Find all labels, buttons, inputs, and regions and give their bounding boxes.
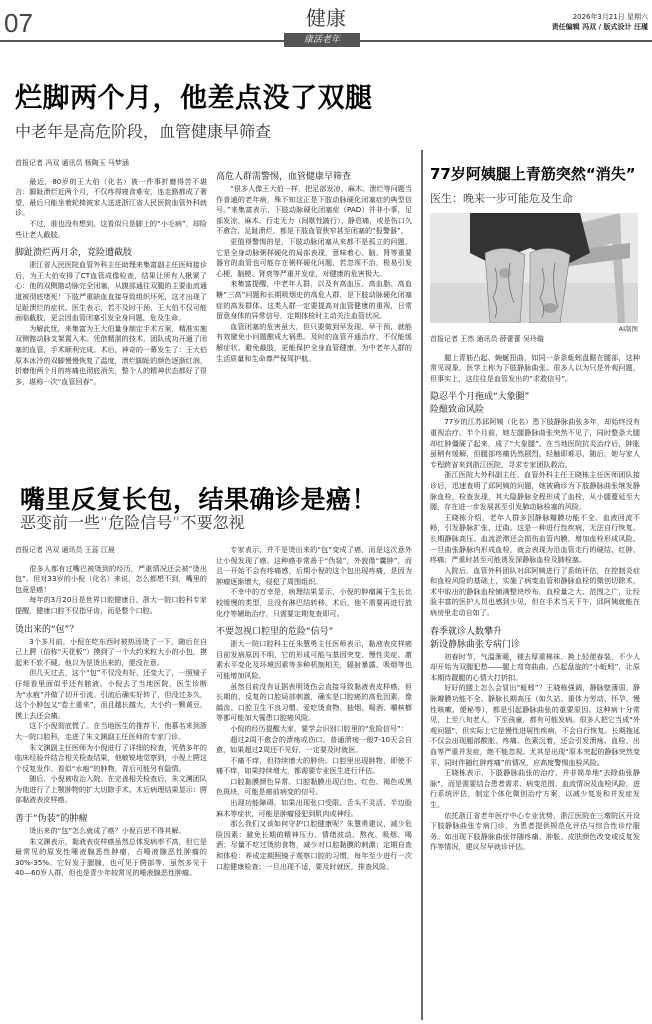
paragraph: 浙大一院口腔科主任朱慧勇主任医师表示，黏液表皮样癌目前发病原因不明，它的形成可能与基因突变、慢性炎症、激素水平变化及环境因素等多种机制相关，辐射暴露、吸烟等也可能增加风险。 <box>216 639 412 680</box>
article1-headline: 烂脚两个月，他差点没了双腿 <box>15 83 373 114</box>
paragraph: 朱文渊副主任医师为小倪进行了详细的检查，凭借多年的临床经验并结合相关检查结果，他敏锐地觉察到，小倪上腭这个反复发作、看似“水疱”的肿物，背后可能另有隐情。 <box>15 742 207 773</box>
section-subheading: 脚趾溃烂两月余，竟险遭截肢 <box>15 248 133 259</box>
paragraph: 浙江省人民医院血管外科主任助理来集富副主任医师接诊后，为王大伯安排了CT血管成像检查，结果让所有人揪紧了心：他的双侧髂动脉完全闭塞，从腹部通往双腿的主要血流通道被彻底堵死！下肢严重缺血直接导致组织坏死，这才出现了足趾溃烂的症状。医生表示，若不及时干预，王大伯不仅可能面临截肢，更会因血管闭塞引发全身问题，危及生命。 <box>15 260 207 323</box>
byline: 首报记者 冯双 通讯员 王蕊 江晨 <box>15 546 115 554</box>
article3-headline: 77岁阿姨腿上青筋突然“消失” <box>430 165 636 183</box>
article2-left-column <box>15 545 207 879</box>
paragraph: 血管闭塞的危害虽大，但只要做到早发现、早干预，就能有效避免小问题酿成大祸患。及时的血管开通治疗，不仅能缓解症状、避免截肢，更能保护全身血管健康，为中老年人群的生活质量和生命尊严保驾护航。 <box>216 321 412 363</box>
paragraph: 专家表示，并不是烫出来的“包”变成了癌，而是这次意外让小倪发现了癌。这种癌非常善于“伪装”，外貌像“囊肿”，而且一开始不会有疼痛感，后期小倪的这个包出现疼痛，是因为肿瘤逐渐增大，侵犯了周围组织。 <box>216 545 412 586</box>
section-subheading: 高危人群需警惕，血管健康早筛查 <box>216 172 352 182</box>
paragraph: “很多人像王大伯一样，把足部发凉、麻木、溃烂等问题当作普通的老年病，殊不知这正是下肢动脉硬化闭塞症的典型信号。”来集富表示，下肢动脉硬化闭塞症（PAD）并非小事，足部发凉、麻木、行走无力（间歇性跛行）、静息痛，或是伤口久不愈合、足趾溃烂，都是下肢血管狭窄甚至闭塞的“报警器”。 <box>216 184 412 236</box>
section-subheading: 烫出来的“包”？ <box>15 624 79 635</box>
paragraph: 3个多月前，小倪在吃东西时被热汤烫了一下，随后在自己上腭（俗称“天花板”）摸到了一个大约米粒大小的小包，摸起来不软不硬。他以为是烫出来的，便没在意。 <box>15 636 207 667</box>
paragraph: 但几天过去，这个“包”不仅没有好，还变大了，一照镜子仔细看里面似乎还有脓液。小倪去了当地医院，医生诊断为“水疱”并做了切开引流。引流后确实好转了，但没过多久，这个小肿包又“卷土重来”，而且越长越大，大小约一颗黄豆，摸上去还会痛。 <box>15 668 207 720</box>
article1-middle-column <box>216 164 412 364</box>
paragraph: 77岁的江苏邱阿姨（化名）患下肢静脉曲张多年，却始终没有重视治疗。半个月前，她左腿静脉曲张突然不见了，同时整条大腿却红肿僵硬了起来，成了“大象腿”。在当地医院抗炎治疗后，肿胀虽稍有缓解，但腿部疼痛仍然剧烈，轻触即难忍，随后，她与家人专程跨省来到浙江医院，寻求专家团队救治。 <box>430 417 640 469</box>
paragraph: 口腔黏膜颜色异常。口腔黏膜出现白色、红色、褐色或黑色斑块，可能是癌前病变的信号。 <box>216 776 412 797</box>
paragraph: 小倪的经历提醒大家，要学会识别口腔里的“危险信号”： <box>230 723 408 733</box>
paragraph: 初春时节，气温渐暖，褪去厚重棉袜、换上轻便春装，不少人却开始为双腿犯愁——腿上弯弯曲曲、凸起盘旋的“小蚯蚓”，让原本期待靓腿的心情大打折扣。 <box>430 651 640 682</box>
article-illustration <box>430 213 638 323</box>
section-subheading: 隐忍半个月拖成“大象腿” 险酿致命风险 <box>430 392 530 416</box>
paragraph: 不痛不痒，但持续增大的肿块。口腔里出现肿物，即使不痛不痒，如果持续增大，都需要专业医生进行评估。 <box>216 755 412 776</box>
paragraph: 虽然目前没有证据表明烫伤会直接导致黏液表皮样癌，但长期的、反复的口腔局部刺激，确实是口腔癌的高危因素，像龋齿、口腔卫生不良习惯、爱吃烫食物、抽烟、喝酒、嚼槟榔等都可能加大罹患口腔癌风险。 <box>216 681 412 723</box>
paragraph: 好好的腿上怎么会冒出“蚯蚓”？王晓栋强调，静脉壁薄弱、静脉瓣膜功能不全、静脉长期高压（如久站、重体力劳动、怀孕、慢性咳嗽、便秘等），都是引起静脉曲张的重要原因。这种病十分常见，上至八旬老人，下至孩童，都有可能发病。很多人把它当成“外观问题”，但实际上它是慢性进展性疾病，不会自行恢复。长期拖延不仅会出现腿部酸胀、疼痛、色素沉着，还会引发溃疡、血栓、出血等严重并发症，绝不能忽视。尤其是出现“原本突起的静脉突然变平、同时伴随红肿疼痛”的情况，应高度警惕血栓风险。 <box>430 683 640 767</box>
section-subheading: 春季就诊人数攀升 新设静脉曲张专病门诊 <box>430 626 521 650</box>
page-number: 07 <box>4 8 33 38</box>
paragraph: 更值得警惕的是，下肢动脉闭塞从来都不是孤立的问题，它是全身动脉粥样硬化的局部表现，意味着心、脑、肾等重要器官的血管也可能存在粥样硬化问题，若忽视不治，极易引发心梗、脑梗、肾衰等严重并发症，对健康的危害极大。 <box>216 236 412 278</box>
paragraph: 不幸中的万幸是，病理结果显示，小倪的肿瘤属于生长比较缓慢的类型，且没有淋巴结转移。术后，他不需要再进行放化疗等辅助治疗，只需要定期复查即可。 <box>216 587 412 618</box>
article2-middle-column <box>216 545 412 872</box>
article3-column <box>430 334 640 853</box>
section-title: 健康 <box>306 6 346 30</box>
paragraph: 来集富提醒，中老年人群，以及有高血压、高血脂、高血糖“三高”问题和长期吸烟史的高危人群，是下肢动脉硬化闭塞症的高发群体。这类人群一定要提高对血管健康的重视，日常留意身体的异常信号，定期体检时主动关注血管状况。 <box>216 279 412 321</box>
paragraph: 最近，80岁的王大伯（化名）被一件事折磨得苦不堪言：脚趾溃烂近两个月，不仅疼得寝食难安，连走路都成了奢望，最后只能坐着轮椅被家人送进浙江省人民医院血管外科就诊。 <box>15 176 207 218</box>
paragraph: 腿上青筋凸起、蜿蜒扭曲，如同一条条蚯蚓盘踞在腿部，这种常见现象，医学上称为下肢静脉曲张。很多人以为只是外观问题，但事实上，这往往是血管发出的“求救信号”。 <box>430 352 640 383</box>
paragraph: 不过，谁也没有想到，这看似只是脚上的“小毛病”，却险些让老人截肢。 <box>15 218 207 239</box>
paragraph: 浙江医院大外科副主任、血管外科主任王晓栋主任医师团队接诊后，迅速查明了邱阿姨的问题，她被确诊为下肢静脉曲张继发静脉血栓，检查发现，其大隐静脉全程形成了血栓，从小腿蔓延至大腿，存在进一步发展甚至引发肺动脉栓塞的风险。 <box>430 470 640 512</box>
byline: 首报记者 王然 通讯员 薛蕾蕾 吴玲璇 <box>430 335 544 343</box>
editors: 责任编辑 冯双 / 版式设计 汪瑾 <box>551 23 648 31</box>
paragraph: 这下小倪彻底慌了。在当地医生的推荐下，他慕名来到浙大一院口腔科，走进了朱文渊副主任医师的专家门诊。 <box>15 721 207 741</box>
article1-left-column <box>15 158 207 387</box>
issue-date: 2026年3月21日 星期六 <box>572 13 648 21</box>
paragraph: 那么我们又该如何守护口腔健康呢？朱慧勇建议，减少危险因素：避免长期的精神压力、情绪波动、熬夜、吸烟、喝酒；尽量不吃过烫的食物，减少对口腔黏膜的刺激；定期自查和体检：养成定期照镜子观察口腔的习惯，每年至少进行一次口腔健康检查；一旦出现不适，要及时就医，排查风险。 <box>216 819 412 871</box>
paragraph: 出现功能障碍。如果出现张口受限、舌头不灵活、半边脸麻木等症状，可能是肿瘤侵犯到肌肉或神经。 <box>216 798 412 818</box>
image-caption: AI制图 <box>618 325 638 333</box>
paragraph: 为解此忧，来集富为王大伯量身制定手术方案，精准实施双侧髂动脉支架置入术。凭借精湛的技术，团队成功开通了闭塞的血管，手术顺利完成。术后，神奇的一幕发生了：王大伯原本冰冷的双脚慢慢恢复了温度，溃烂脚趾的颜色逐渐红润，折磨他两个月的疼痛也彻底消失，整个人的精神状态都好了很多，堪称一次“血管回春”。 <box>15 323 207 386</box>
article2-headline: 嘴里反复长包，结果确诊是癌！ <box>20 485 378 514</box>
section-subheading: 善于“伪装”的肿瘤 <box>15 814 88 825</box>
paragraph: 王晓栋介绍，老年人群多因静脉瓣膜功能不全、血液回流不畅，引发静脉扩张、迂曲。这是一种进行性疾病，无法自行恢复。长期静脉高压、血流淤滞还会损伤血管内膜，增加血栓形成风险。一旦曲张静脉内形成血栓，就会表现为沿血管走行的硬结、红肿、疼痛；严重时甚至可能诱发深静脉血栓及肺栓塞。 <box>430 512 640 565</box>
paragraph: 超过2周不愈合的溃疡或伤口。普通溃疡一般7-10天会自愈，如果超过2周还不见好，一定要及时就医。 <box>216 734 412 755</box>
paragraph: 依托浙江省老年医疗中心专业优势，浙江医院在三墩院区开设下肢静脉曲张专病门诊，为患者提供规范化评估与综合性诊疗服务。如出现下肢静脉曲张伴随疼痛、肿胀、皮肤颜色改变或反复发作等情况，建议尽早就诊评估。 <box>430 810 640 852</box>
section-logo: 康活老年 <box>284 33 360 47</box>
section-subheading: 不要忽视口腔里的危险“信号” <box>216 627 334 638</box>
article1-subheadline: 中老年是高危阶段，血管健康早筛查 <box>15 122 272 141</box>
paragraph: 每年的3月20日是世界口腔健康日，浙大一院口腔科专家提醒，健康口腔不仅指牙齿，而是整个口腔。 <box>15 595 207 615</box>
paragraph: 随后，小倪被收治入院。在完善相关检查后，朱文渊团队为他进行了上颚肿物的扩大切除手术。术后病理结果显示：腭部黏液表皮样癌。 <box>15 774 207 805</box>
issue-info <box>552 12 648 32</box>
paragraph: 烫出来的“包”怎么就成了癌？小倪百思不得其解。 <box>29 826 186 836</box>
byline: 首报记者 冯双 通讯员 杨陶玉 马梦涵 <box>15 159 129 167</box>
column-divider <box>421 150 423 1020</box>
paragraph: 入院后，血管外科团队对邱阿姨进行了系统评估，在控制炎症和血栓风险的基础上，实施了病变血管和静脉血栓的微创切除术，术中取出的静脉血栓铺满整块纱布，血栓量之大、范围之广，让经验丰富的医护人员也感到少见，但在手术当天下午，邱阿姨就能在病房里走动自如了。 <box>430 565 640 618</box>
paragraph: 王晓栋表示，下肢静脉曲张的治疗，并非简单地“去除曲张静脉”，而是需要结合患者需求、病变范围、血流情况及血栓风险，进行系统评估，制定个体化微创治疗方案，以减少复发和并发症发生。 <box>430 768 640 809</box>
article3-subheadline: 医生：晚来一步可能危及生命 <box>430 192 573 205</box>
paragraph: 很多人都有过嘴巴被烫到的经历，严重情况还会被“烫出包”。但对33岁的小倪（化名）来说，怎么都想不到，嘴里的包竟是癌！ <box>15 563 207 594</box>
paragraph: 朱文渊表示，黏液表皮样癌虽然总体发病率不高，但它是最常见的原发性唾液腺恶性肿瘤，占唾液腺恶性肿瘤的30%-35%。它好发于腮腺，也可见于腭部等，虽然多见于40—60岁人群，但也是青少年较常见的唾液腺恶性肿瘤。 <box>15 836 207 878</box>
article2-subheadline: 恶变前一些“危险信号”不要忽视 <box>20 513 245 532</box>
